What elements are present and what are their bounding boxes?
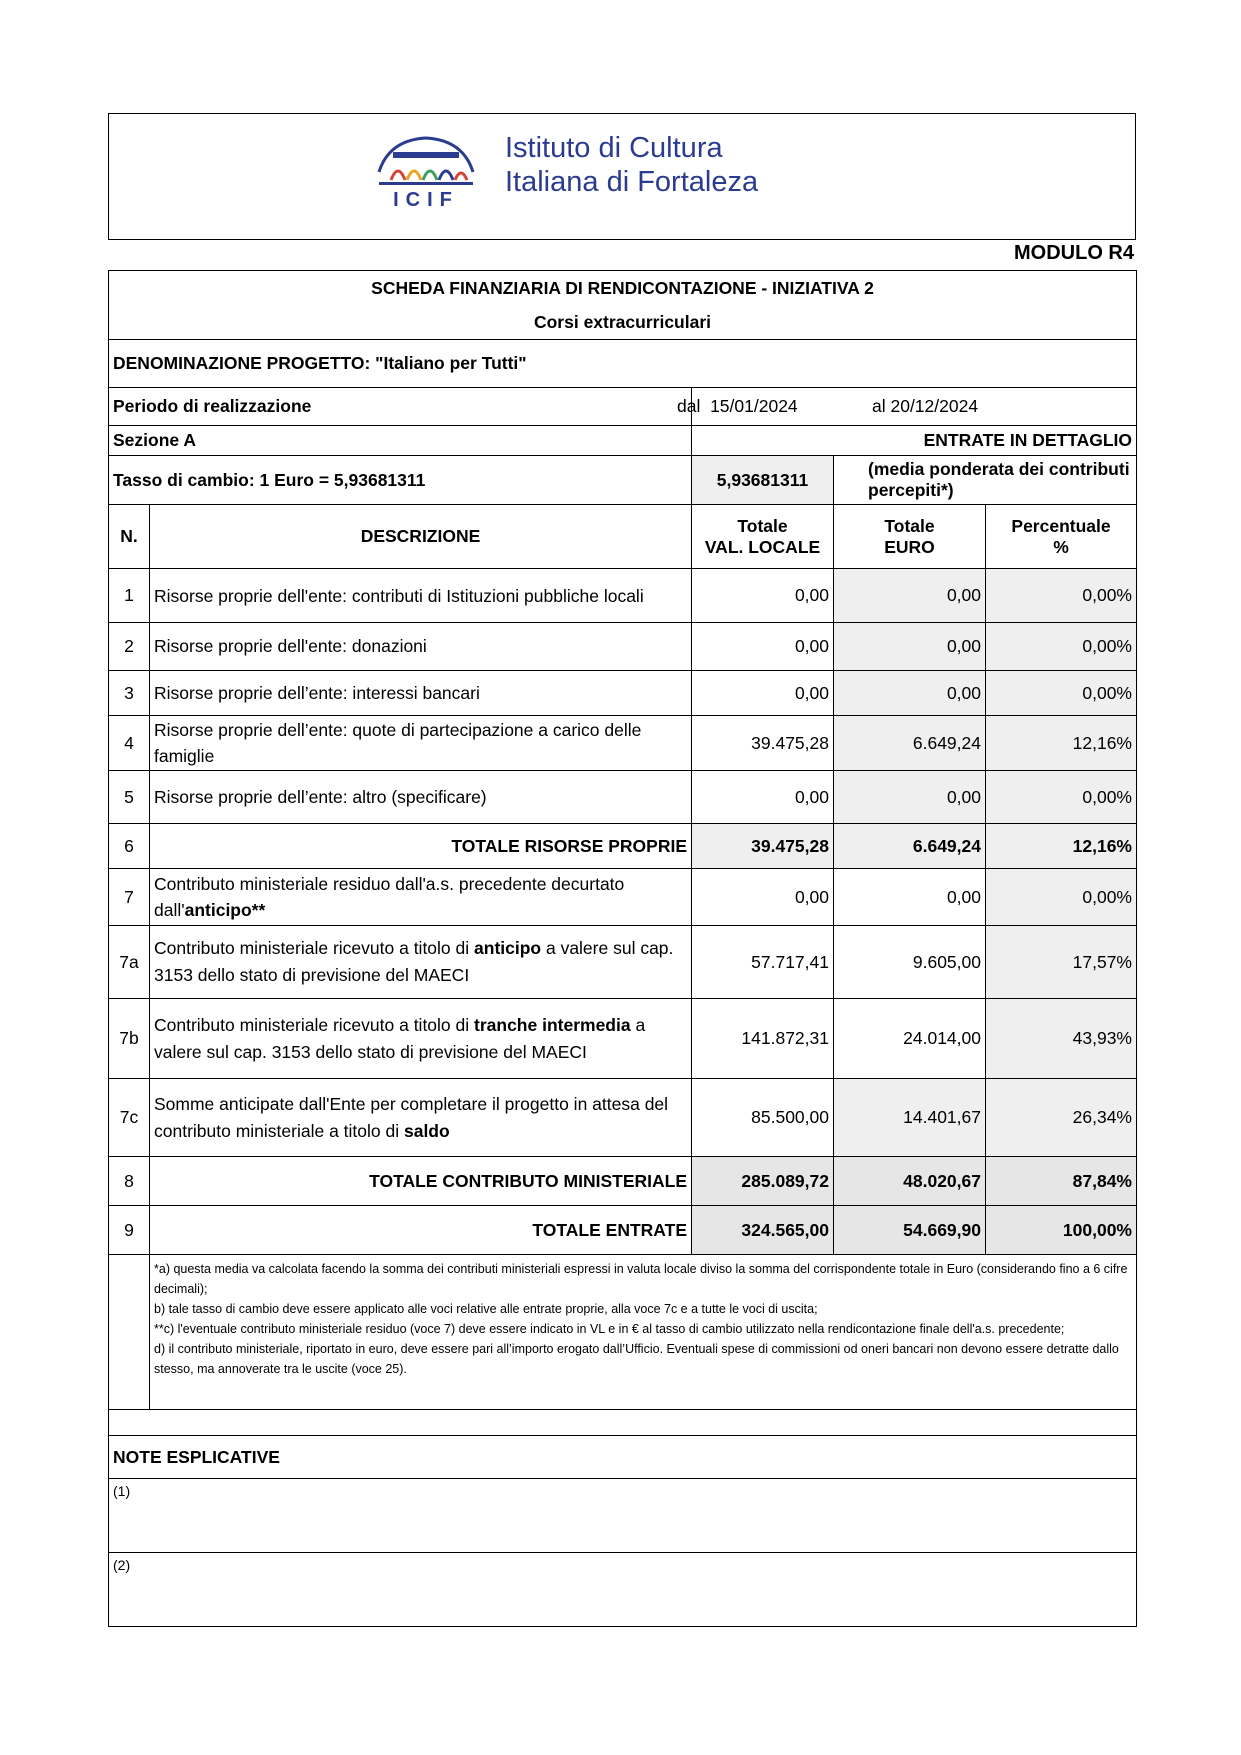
table-row-total-own-resources: 6 TOTALE RISORSE PROPRIE 39.475,28 6.649,24 12,16% bbox=[109, 824, 1137, 869]
header-local-value: Totale VAL. LOCALE bbox=[692, 505, 834, 569]
table-row: 7a Contributo ministeriale ricevuto a titolo di anticipo a valere sul cap. 3153 dello stato di previsione del MAECI 57.717,41 9.605,00 17,57% bbox=[109, 926, 1137, 999]
footnote-c: **c) l'eventuale contributo ministeriale residuo (voce 7) deve essere indicato in VL e in € al tasso di cambio utilizzato nella rendicontazione finale dell'a.s. precedente; bbox=[154, 1322, 1065, 1336]
spacer-row bbox=[109, 1410, 1137, 1436]
institute-name-line1: Istituto di Cultura bbox=[505, 132, 723, 164]
period-label: Periodo di realizzazione bbox=[109, 388, 692, 426]
project-denomination: DENOMINAZIONE PROGETTO: "Italiano per Tutti" bbox=[109, 340, 1137, 388]
logo-box bbox=[108, 113, 1136, 240]
footnote-b: b) tale tasso di cambio deve essere applicato alle voci relative alle entrate proprie, alla voce 7c e a tutte le voci di uscita; bbox=[154, 1302, 818, 1316]
footnote-d: d) il contributo ministeriale, riportato in euro, deve essere pari all’importo erogato dall’Ufficio. Eventuali spese di commissioni od oneri bancari non devono essere detratte dallo stesso, ma annoverate tra le uscite (voce 25). bbox=[154, 1342, 1119, 1376]
exchange-rate-value: 5,93681311 bbox=[692, 456, 834, 505]
footnotes-row bbox=[109, 1255, 1137, 1410]
footnotes bbox=[150, 1255, 1137, 1410]
table-row: 3 Risorse proprie dell’ente: interessi bancari 0,00 0,00 0,00% bbox=[109, 671, 1137, 716]
note-2: (2) bbox=[109, 1553, 1137, 1627]
institute-name-line2: Italiana di Fortaleza bbox=[505, 166, 759, 198]
section-label: Sezione A bbox=[109, 426, 692, 456]
report-title-line2: Corsi extracurriculari bbox=[533, 312, 712, 332]
exchange-rate-label: Tasso di cambio: 1 Euro = 5,93681311 bbox=[109, 456, 692, 505]
footnote-a: *a) questa media va calcolata facendo la somma dei contributi ministeriali espressi in valuta locale diviso la somma del corrispondente totale in Euro (considerando fino a 6 cifre decimali); bbox=[154, 1262, 1128, 1296]
logo-text: ICIF bbox=[393, 189, 459, 210]
period-to: al 20/12/2024 bbox=[872, 396, 979, 416]
table-row: 4 Risorse proprie dell’ente: quote di partecipazione a carico delle famiglie 39.475,28 6.649,24 12,16% bbox=[109, 716, 1137, 771]
report-title bbox=[109, 271, 1137, 340]
table-row: 5 Risorse proprie dell’ente: altro (specificare) 0,00 0,00 0,00% bbox=[109, 771, 1137, 824]
header-euro: Totale EURO bbox=[834, 505, 986, 569]
table-row: 7b Contributo ministeriale ricevuto a titolo di tranche intermedia a valere sul cap. 3153 dello stato di previsione del MAECI 141.872,31 24.014,00 43,93% bbox=[109, 999, 1137, 1079]
table-row: 2 Risorse proprie dell'ente: donazioni 0,00 0,00 0,00% bbox=[109, 623, 1137, 671]
header-percentage: Percentuale % bbox=[986, 505, 1137, 569]
module-code: MODULO R4 bbox=[1014, 242, 1134, 264]
table-row: 1 Risorse proprie dell'ente: contributi di Istituzioni pubbliche locali 0,00 0,00 0,00% bbox=[109, 569, 1137, 623]
table-row: 7 Contributo ministeriale residuo dall'a.s. precedente decurtato dall'anticipo** 0,00 0,00 0,00% bbox=[109, 869, 1137, 926]
table-row-total-ministerial: 8 TOTALE CONTRIBUTO MINISTERIALE 285.089,72 48.020,67 87,84% bbox=[109, 1157, 1137, 1206]
header-description: DESCRIZIONE bbox=[150, 505, 692, 569]
icif-logo-icon bbox=[371, 130, 481, 210]
exchange-rate-note: (media ponderata dei contributi percepiti*) bbox=[834, 456, 1137, 505]
section-title: ENTRATE IN DETTAGLIO bbox=[692, 426, 1137, 456]
table-row-total-income: 9 TOTALE ENTRATE 324.565,00 54.669,90 100,00% bbox=[109, 1206, 1137, 1255]
financial-report-table bbox=[108, 270, 1137, 1627]
notes-title: NOTE ESPLICATIVE bbox=[109, 1436, 1137, 1479]
table-row: 7c Somme anticipate dall'Ente per completare il progetto in attesa del contributo ministeriale a titolo di saldo 85.500,00 14.401,67 26,34% bbox=[109, 1079, 1137, 1157]
report-title-line1: SCHEDA FINANZIARIA DI RENDICONTAZIONE - INIZIATIVA 2 bbox=[371, 278, 874, 298]
period-from: dal 15/01/2024 bbox=[677, 396, 798, 416]
note-1: (1) bbox=[109, 1479, 1137, 1553]
header-number: N. bbox=[109, 505, 150, 569]
